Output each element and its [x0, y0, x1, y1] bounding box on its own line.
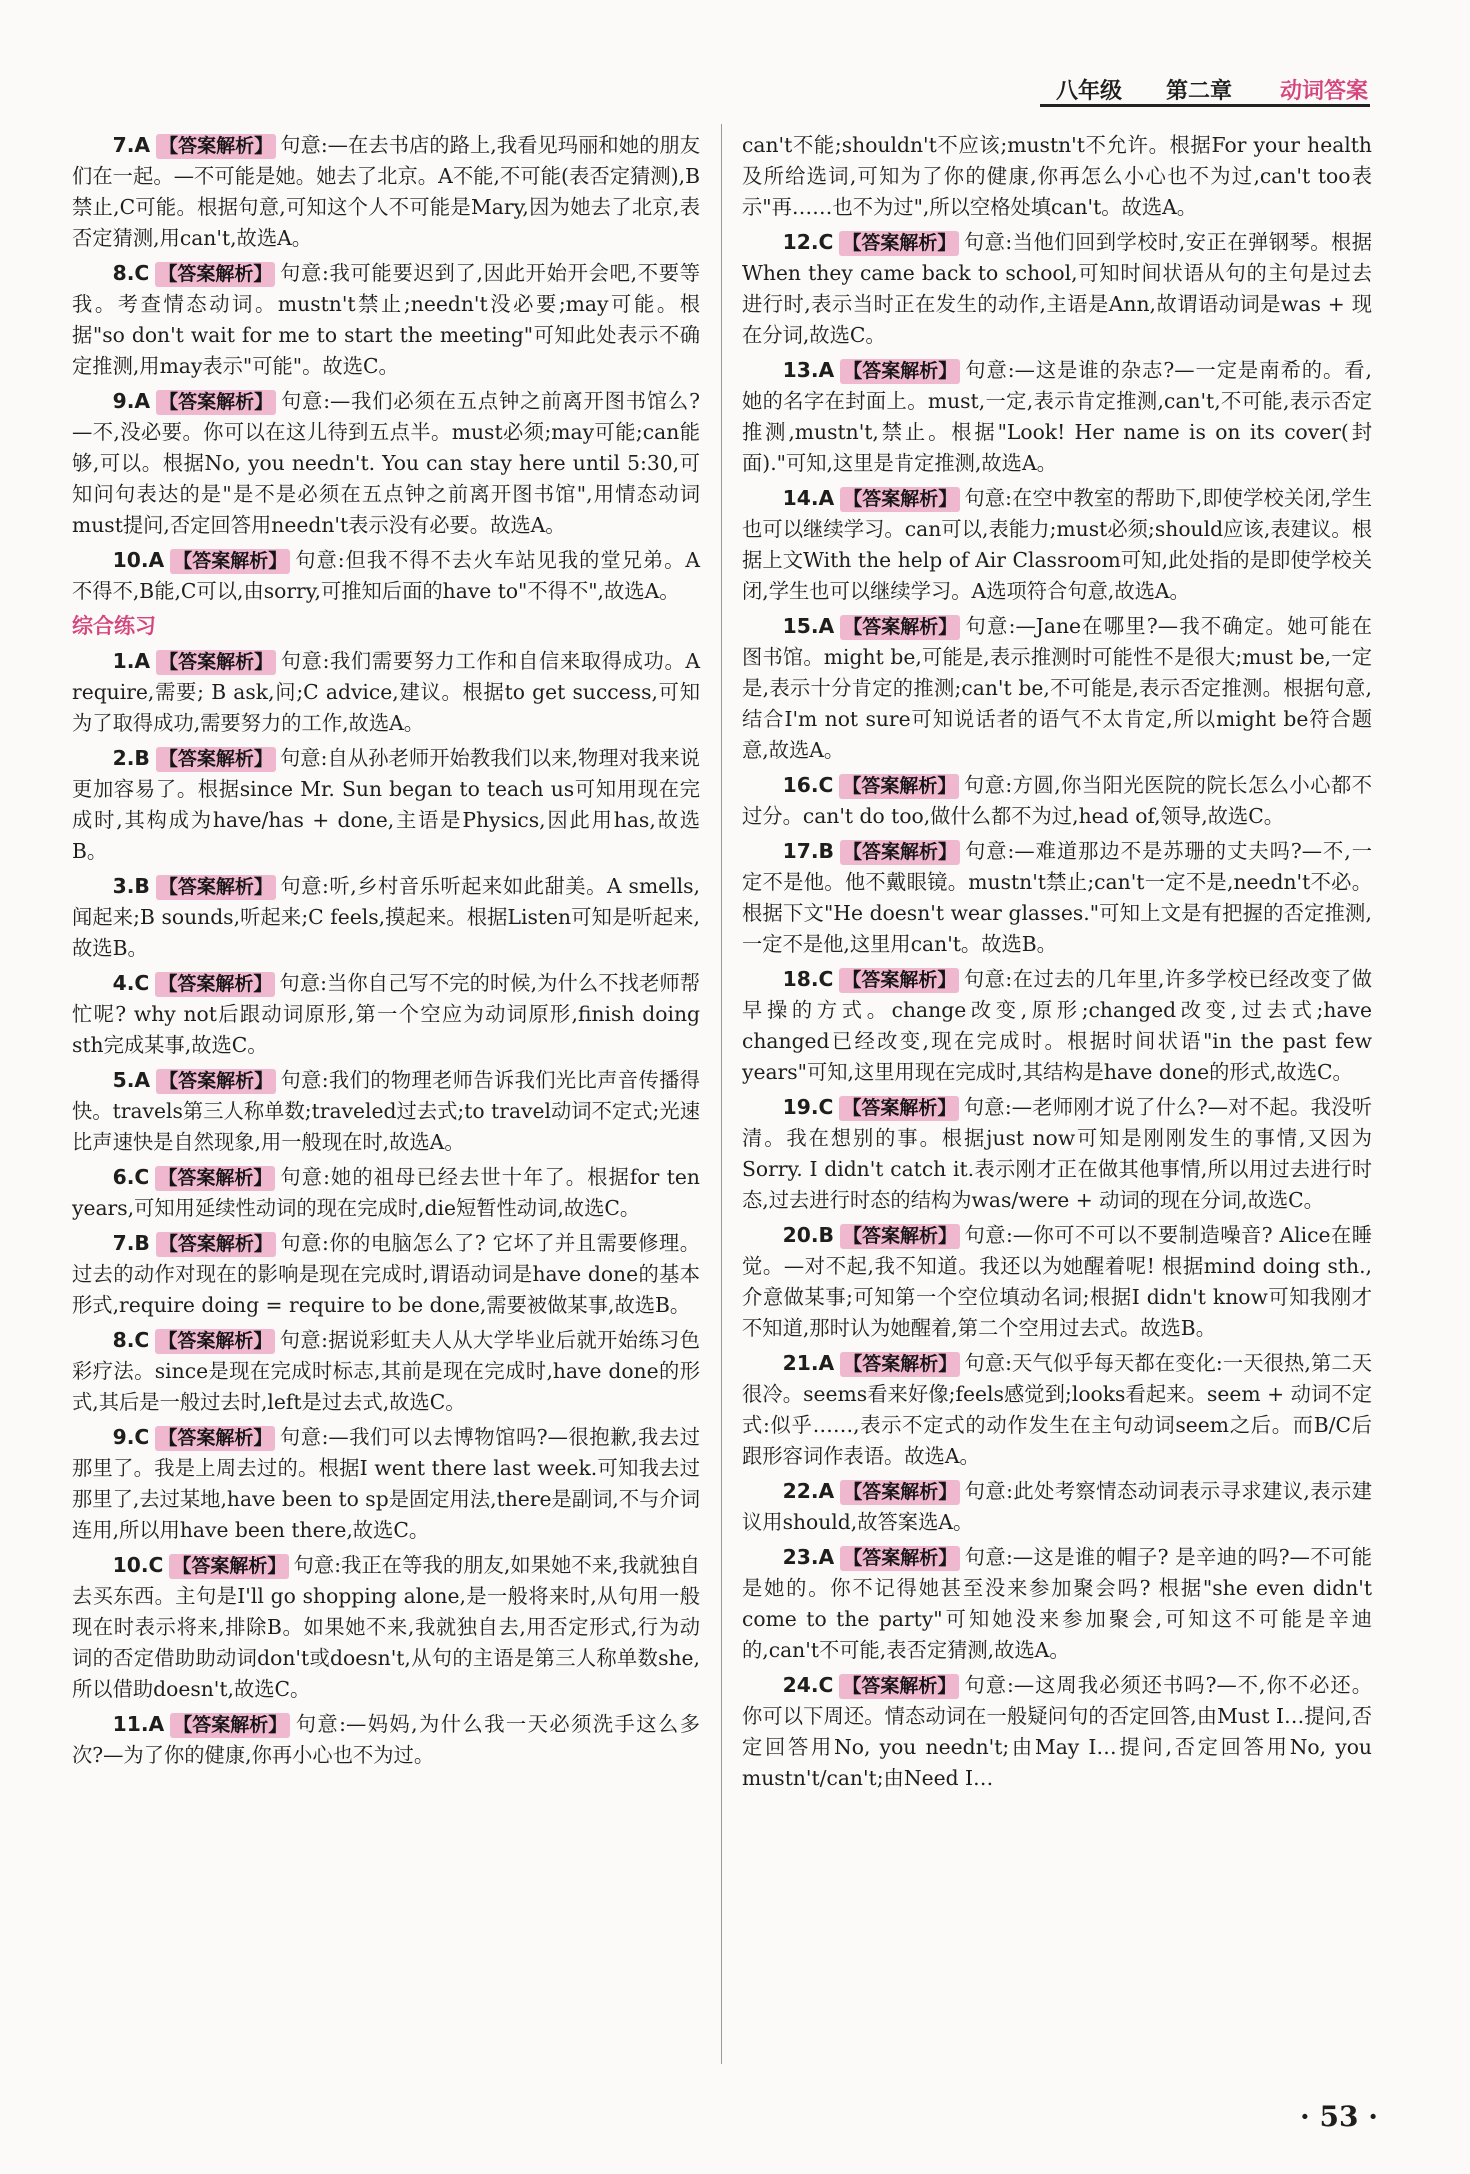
answer-paragraph	[742, 770, 1372, 832]
answer-letter: C	[134, 1425, 150, 1449]
page-header	[1040, 74, 1370, 106]
analysis-tag: 【答案解析】	[156, 875, 276, 900]
analysis-tag: 【答案解析】	[840, 359, 960, 384]
analysis-tag: 【答案解析】	[155, 1166, 275, 1191]
answer-letter: A	[134, 389, 151, 413]
answer-item	[72, 1422, 700, 1546]
question-number: 3.	[112, 874, 135, 898]
answer-paragraph	[72, 968, 700, 1061]
answer-paragraph	[742, 483, 1372, 607]
answer-letter: B	[134, 874, 150, 898]
analysis-text: 句意:当他们回到学校时,安正在弹钢琴。根据When they came back to school,可知时间状语从句的主句是过去进行时,表示当时正在发生的动作,主语是Ann,故谓语动词是was + 现在分词,故选C。	[742, 230, 1372, 347]
answer-letter: A	[818, 1479, 835, 1503]
answer-paragraph	[72, 1228, 700, 1321]
analysis-tag: 【答案解析】	[840, 615, 960, 640]
answer-item	[72, 386, 700, 541]
answer-letter: B	[134, 1231, 150, 1255]
analysis-text: 句意:但我不得不去火车站见我的堂兄弟。A不得不,B能,C可以,由sorry,可推知后面的have to"不得不",故选A。	[72, 548, 700, 603]
analysis-tag: 【答案解析】	[156, 650, 276, 675]
analysis-text: 句意:—你可不可以不要制造噪音? Alice在睡觉。—对不起,我不知道。我还以为她醒着呢! 根据mind doing sth.,介意做某事;可知第一个空位填动名词;根据I didn't know可知我刚才不知道,那时认为她醒着,第二个空用过去式。故选B。	[742, 1223, 1372, 1340]
question-number: 16.	[782, 773, 819, 797]
answer-paragraph	[72, 646, 700, 739]
analysis-tag: 【答案解析】	[840, 1352, 960, 1377]
answer-item	[742, 836, 1372, 960]
answer-letter: C	[134, 1165, 150, 1189]
header-topic: 动词答案	[1280, 79, 1369, 104]
analysis-tag: 【答案解析】	[155, 1426, 275, 1451]
answer-paragraph	[72, 130, 700, 254]
answer-item	[72, 743, 700, 867]
question-number: 14.	[782, 486, 819, 510]
answer-paragraph	[742, 1670, 1372, 1794]
answer-item	[742, 770, 1372, 832]
answer-item	[742, 1348, 1372, 1472]
answer-paragraph	[742, 227, 1372, 351]
analysis-tag: 【答案解析】	[156, 390, 276, 415]
answer-paragraph	[72, 545, 700, 607]
answer-letter: B	[134, 746, 150, 770]
question-number: 19.	[782, 1095, 819, 1119]
answer-item	[72, 1709, 700, 1771]
analysis-tag: 【答案解析】	[840, 1480, 960, 1505]
answer-letter: A	[134, 133, 151, 157]
answer-paragraph	[72, 1325, 700, 1418]
answer-paragraph	[742, 836, 1372, 960]
analysis-text: 句意:她的祖母已经去世十年了。根据for ten years,可知用延续性动词的现在完成时,die短暂性动词,故选C。	[72, 1165, 700, 1220]
question-number: 7.	[112, 1231, 135, 1255]
question-number: 20.	[782, 1223, 819, 1247]
answer-letter: C	[134, 971, 150, 995]
question-number: 9.	[112, 1425, 135, 1449]
analysis-tag: 【答案解析】	[155, 262, 275, 287]
answer-letter: A	[818, 614, 835, 638]
question-number: 2.	[112, 746, 135, 770]
answer-paragraph	[72, 1550, 700, 1705]
question-number: 10.	[112, 548, 149, 572]
answer-letter: C	[818, 773, 834, 797]
analysis-text: 句意:在空中教室的帮助下,即使学校关闭,学生也可以继续学习。can可以,表能力;must必须;should应该,表建议。根据上文With the help of Air Classroom可知,此处指的是即使学校关闭,学生也可以继续学习。A选项符合句意,故选A。	[742, 486, 1372, 603]
analysis-tag: 【答案解析】	[169, 1554, 289, 1579]
column-divider	[721, 124, 722, 2064]
analysis-tag: 【答案解析】	[839, 1096, 959, 1121]
analysis-text: 句意:—这是谁的帽子? 是辛迪的吗?—不可能是她的。你不记得她甚至没来参加聚会吗? 根据"she even didn't come to the party"可知她没来参加聚会,可知这不可能是辛迪的,can't不可能,表否定猜测,故选A。	[742, 1545, 1372, 1662]
answer-paragraph	[742, 355, 1372, 479]
answer-letter: A	[148, 548, 165, 572]
answer-paragraph	[72, 1162, 700, 1224]
analysis-text: 句意:我可能要迟到了,因此开始开会吧,不要等我。考查情态动词。mustn't禁止;needn't没必要;may可能。根据"so don't wait for me to start the meeting"可知此处表示不确定推测,用may表示"可能"。故选C。	[72, 261, 700, 378]
answer-letter: C	[134, 261, 150, 285]
answer-item	[72, 130, 700, 254]
analysis-tag: 【答案解析】	[156, 1069, 276, 1094]
answer-item	[72, 968, 700, 1061]
analysis-tag: 【答案解析】	[839, 968, 959, 993]
answer-item	[742, 1476, 1372, 1538]
header-grade: 八年级	[1056, 79, 1123, 104]
analysis-tag: 【答案解析】	[155, 1329, 275, 1354]
answer-paragraph	[742, 1348, 1372, 1472]
left-column	[72, 130, 700, 1775]
analysis-text: 句意:—Jane在哪里?—我不确定。她可能在图书馆。might be,可能是,表示推测时可能性不是很大;must be,一定是,表示十分肯定的推测;can't be,不可能是,表示否定推测。根据句意,结合I'm not sure可知说话者的语气不太肯定,所以might be符合题意,故选A。	[742, 614, 1372, 762]
analysis-text: 句意:据说彩虹夫人从大学毕业后就开始练习色彩疗法。since是现在完成时标志,其前是现在完成时,have done的形式,其后是一般过去时,left是过去式,故选C。	[72, 1328, 700, 1414]
analysis-text: 句意:—老师刚才说了什么?—对不起。我没听清。我在想别的事。根据just now可知是刚刚发生的事情,又因为Sorry. I didn't catch it.表示刚才正在做其他事情,所以用过去进行时态,过去进行时态的结构为was/were + 动词的现在分词,故选C。	[742, 1095, 1372, 1212]
analysis-tag: 【答案解析】	[840, 1224, 960, 1249]
analysis-text: 句意:方圆,你当阳光医院的院长怎么小心都不过分。can't do too,做什么都不为过,head of,领导,故选C。	[742, 773, 1372, 828]
question-number: 22.	[782, 1479, 819, 1503]
answer-paragraph	[72, 743, 700, 867]
analysis-text: 句意:当你自己写不完的时候,为什么不找老师帮忙呢? why not后跟动词原形,第一个空应为动词原形,finish doing sth完成某事,故选C。	[72, 971, 700, 1057]
right-column	[742, 130, 1372, 1798]
answer-item	[742, 355, 1372, 479]
answer-letter: A	[818, 358, 835, 382]
answer-item	[72, 1162, 700, 1224]
answer-letter: C	[818, 1095, 834, 1119]
answer-item	[72, 545, 700, 607]
analysis-text: 句意:—在去书店的路上,我看见玛丽和她的朋友们在一起。—不可能是她。她去了北京。A不能,不可能(表否定猜测),B禁止,C可能。根据句意,可知这个人不可能是Mary,因为她去了北京,表否定猜测,用can't,故选A。	[72, 133, 700, 250]
answer-item	[742, 964, 1372, 1088]
answer-letter: B	[818, 839, 834, 863]
analysis-text: 句意:—我们可以去博物馆吗?—很抱歉,我去过那里了。我是上周去过的。根据I went there last week.可知我去过那里了,去过某地,have been to sp是固定用法,there是副词,不与介词连用,所以用have been there,故选C。	[72, 1425, 700, 1542]
answer-item	[72, 646, 700, 739]
question-number: 17.	[782, 839, 819, 863]
answer-item	[742, 1670, 1372, 1794]
answer-item	[72, 1550, 700, 1705]
analysis-text: 句意:—这周我必须还书吗?—不,你不必还。你可以下周还。情态动词在一般疑问句的否定回答,由Must I…提问,否定回答用No, you needn't;由May I…提问,否定回答用No, you mustn't/can't;由Need I…	[742, 1673, 1372, 1790]
analysis-tag: 【答案解析】	[839, 1674, 959, 1699]
analysis-text: 句意:天气似乎每天都在变化:一天很热,第二天很冷。seems看来好像;feels感觉到;looks看起来。seem + 动词不定式:似乎……,表示不定式的动作发生在主句动词seem之后。而B/C后跟形容词作表语。故选A。	[742, 1351, 1372, 1468]
header-chapter: 第二章	[1166, 79, 1233, 104]
answer-paragraph	[742, 964, 1372, 1088]
answer-item	[742, 611, 1372, 766]
answer-letter: C	[134, 1328, 150, 1352]
analysis-tag: 【答案解析】	[840, 487, 960, 512]
answer-paragraph	[742, 1092, 1372, 1216]
answer-item	[742, 483, 1372, 607]
answer-letter: A	[148, 1712, 165, 1736]
answer-paragraph	[72, 386, 700, 541]
analysis-text: 句意:你的电脑怎么了? 它坏了并且需要修理。过去的动作对现在的影响是现在完成时,谓语动词是have done的基本形式,require doing = require to be done,需要被做某事,故选B。	[72, 1231, 700, 1317]
analysis-text: 句意:我们需要努力工作和自信来取得成功。A require,需要; B ask,问;C advice,建议。根据to get success,可知为了取得成功,需要努力的工作,故选A。	[72, 649, 700, 735]
analysis-text: 句意:—难道那边不是苏珊的丈夫吗?—不,一定不是他。他不戴眼镜。mustn't禁止;can't一定不是,needn't不必。根据下文"He doesn't wear glasses."可知上文是有把握的否定推测,一定不是他,这里用can't。故选B。	[742, 839, 1372, 956]
question-number: 6.	[112, 1165, 135, 1189]
question-number: 11.	[112, 1712, 149, 1736]
question-number: 8.	[112, 261, 135, 285]
analysis-tag: 【答案解析】	[839, 774, 959, 799]
answer-letter: A	[818, 1351, 835, 1375]
answer-paragraph	[72, 1065, 700, 1158]
answer-letter: B	[818, 1223, 834, 1247]
page-number: · 53 ·	[1300, 2100, 1378, 2133]
answer-paragraph	[742, 611, 1372, 766]
answer-item	[742, 227, 1372, 351]
analysis-tag: 【答案解析】	[840, 840, 960, 865]
answer-paragraph	[72, 1422, 700, 1546]
answer-item	[72, 1065, 700, 1158]
answer-letter: C	[148, 1553, 164, 1577]
question-number: 24.	[782, 1673, 819, 1697]
answer-letter: A	[134, 649, 151, 673]
answer-list	[72, 130, 700, 607]
analysis-text: 句意:自从孙老师开始教我们以来,物理对我来说更加容易了。根据since Mr. Sun began to teach us可知用现在完成时,其构成为have/has + done,主语是Physics,因此用has,故选B。	[72, 746, 700, 863]
answer-item	[72, 1228, 700, 1321]
answer-paragraph	[72, 1709, 700, 1771]
analysis-text: 句意:听,乡村音乐听起来如此甜美。A smells,闻起来;B sounds,听起来;C feels,摸起来。根据Listen可知是听起来,故选B。	[72, 874, 700, 960]
question-number: 23.	[782, 1545, 819, 1569]
analysis-text: 句意:—妈妈,为什么我一天必须洗手这么多次?—为了你的健康,你再小心也不为过。	[72, 1712, 700, 1767]
question-number: 5.	[112, 1068, 135, 1092]
answer-item	[742, 1542, 1372, 1666]
continued-text: can't不能;shouldn't不应该;mustn't不允许。根据For your health及所给选词,可知为了你的健康,你再怎么小心也不为过,can't too表示"再……也不为过",所以空格处填can't。故选A。	[742, 133, 1372, 219]
answer-item	[742, 1092, 1372, 1216]
answer-item	[72, 258, 700, 382]
answer-letter: C	[818, 230, 834, 254]
analysis-text: 句意:我正在等我的朋友,如果她不来,我就独自去买东西。主句是I'll go shopping alone,是一般将来时,从句用一般现在时表示将来,排除B。如果她不来,我就独自去,用否定形式,行为动词的否定借助助动词don't或doesn't,从句的主语是第三人称单数she,所以借助doesn't,故选C。	[72, 1553, 700, 1701]
question-number: 21.	[782, 1351, 819, 1375]
analysis-text: 句意:在过去的几年里,许多学校已经改变了做早操的方式。change改变,原形;changed改变,过去式;have changed已经改变,现在完成时。根据时间状语"in the past few years"可知,这里用现在完成时,其结构是have done的形式,故选C。	[742, 967, 1372, 1084]
question-number: 12.	[782, 230, 819, 254]
answer-list	[72, 646, 700, 1771]
continued-answer	[742, 130, 1372, 223]
analysis-tag: 【答案解析】	[156, 1232, 276, 1257]
analysis-tag: 【答案解析】	[156, 747, 276, 772]
answer-letter: A	[134, 1068, 151, 1092]
question-number: 1.	[112, 649, 135, 673]
answer-paragraph	[742, 1542, 1372, 1666]
question-number: 7.	[112, 133, 135, 157]
answer-letter: A	[818, 486, 835, 510]
header-rule	[1040, 104, 1370, 107]
analysis-text: 句意:我们的物理老师告诉我们光比声音传播得快。travels第三人称单数;traveled过去式;to travel动词不定式;光速比声速快是自然现象,用一般现在时,故选A。	[72, 1068, 700, 1154]
answer-letter: A	[818, 1545, 835, 1569]
analysis-tag: 【答案解析】	[840, 1546, 960, 1571]
analysis-tag: 【答案解析】	[839, 231, 959, 256]
question-number: 18.	[782, 967, 819, 991]
answer-item	[72, 871, 700, 964]
answer-paragraph	[72, 258, 700, 382]
analysis-tag: 【答案解析】	[170, 1713, 290, 1738]
answer-letter: C	[818, 967, 834, 991]
answer-paragraph	[72, 871, 700, 964]
section-title: 综合练习	[72, 614, 156, 638]
answer-paragraph	[742, 1476, 1372, 1538]
analysis-tag: 【答案解析】	[170, 549, 290, 574]
question-number: 10.	[112, 1553, 149, 1577]
analysis-text: 句意:—这是谁的杂志?—一定是南希的。看,她的名字在封面上。must,一定,表示肯定推测,can't,不可能,表示否定推测,mustn't,禁止。根据"Look! Her name is on its cover(封面)."可知,这里是肯定推测,故选A。	[742, 358, 1372, 475]
answer-item	[72, 1325, 700, 1418]
question-number: 9.	[112, 389, 135, 413]
question-number: 8.	[112, 1328, 135, 1352]
answer-list	[742, 227, 1372, 1794]
question-number: 15.	[782, 614, 819, 638]
analysis-tag: 【答案解析】	[156, 134, 276, 159]
answer-letter: C	[818, 1673, 834, 1697]
analysis-text: 句意:—我们必须在五点钟之前离开图书馆么?—不,没必要。你可以在这儿待到五点半。must必须;may可能;can能够,可以。根据No, you needn't. You can stay here until 5:30,可知问句表达的是"是不是必须在五点钟之前离开图书馆",用情态动词must提问,否定回答用needn't表示没有必要。故选A。	[72, 389, 700, 537]
question-number: 4.	[112, 971, 135, 995]
answer-paragraph	[742, 1220, 1372, 1344]
question-number: 13.	[782, 358, 819, 382]
analysis-tag: 【答案解析】	[155, 972, 275, 997]
analysis-text: 句意:此处考察情态动词表示寻求建议,表示建议用should,故答案选A。	[742, 1479, 1372, 1534]
answer-item	[742, 1220, 1372, 1344]
